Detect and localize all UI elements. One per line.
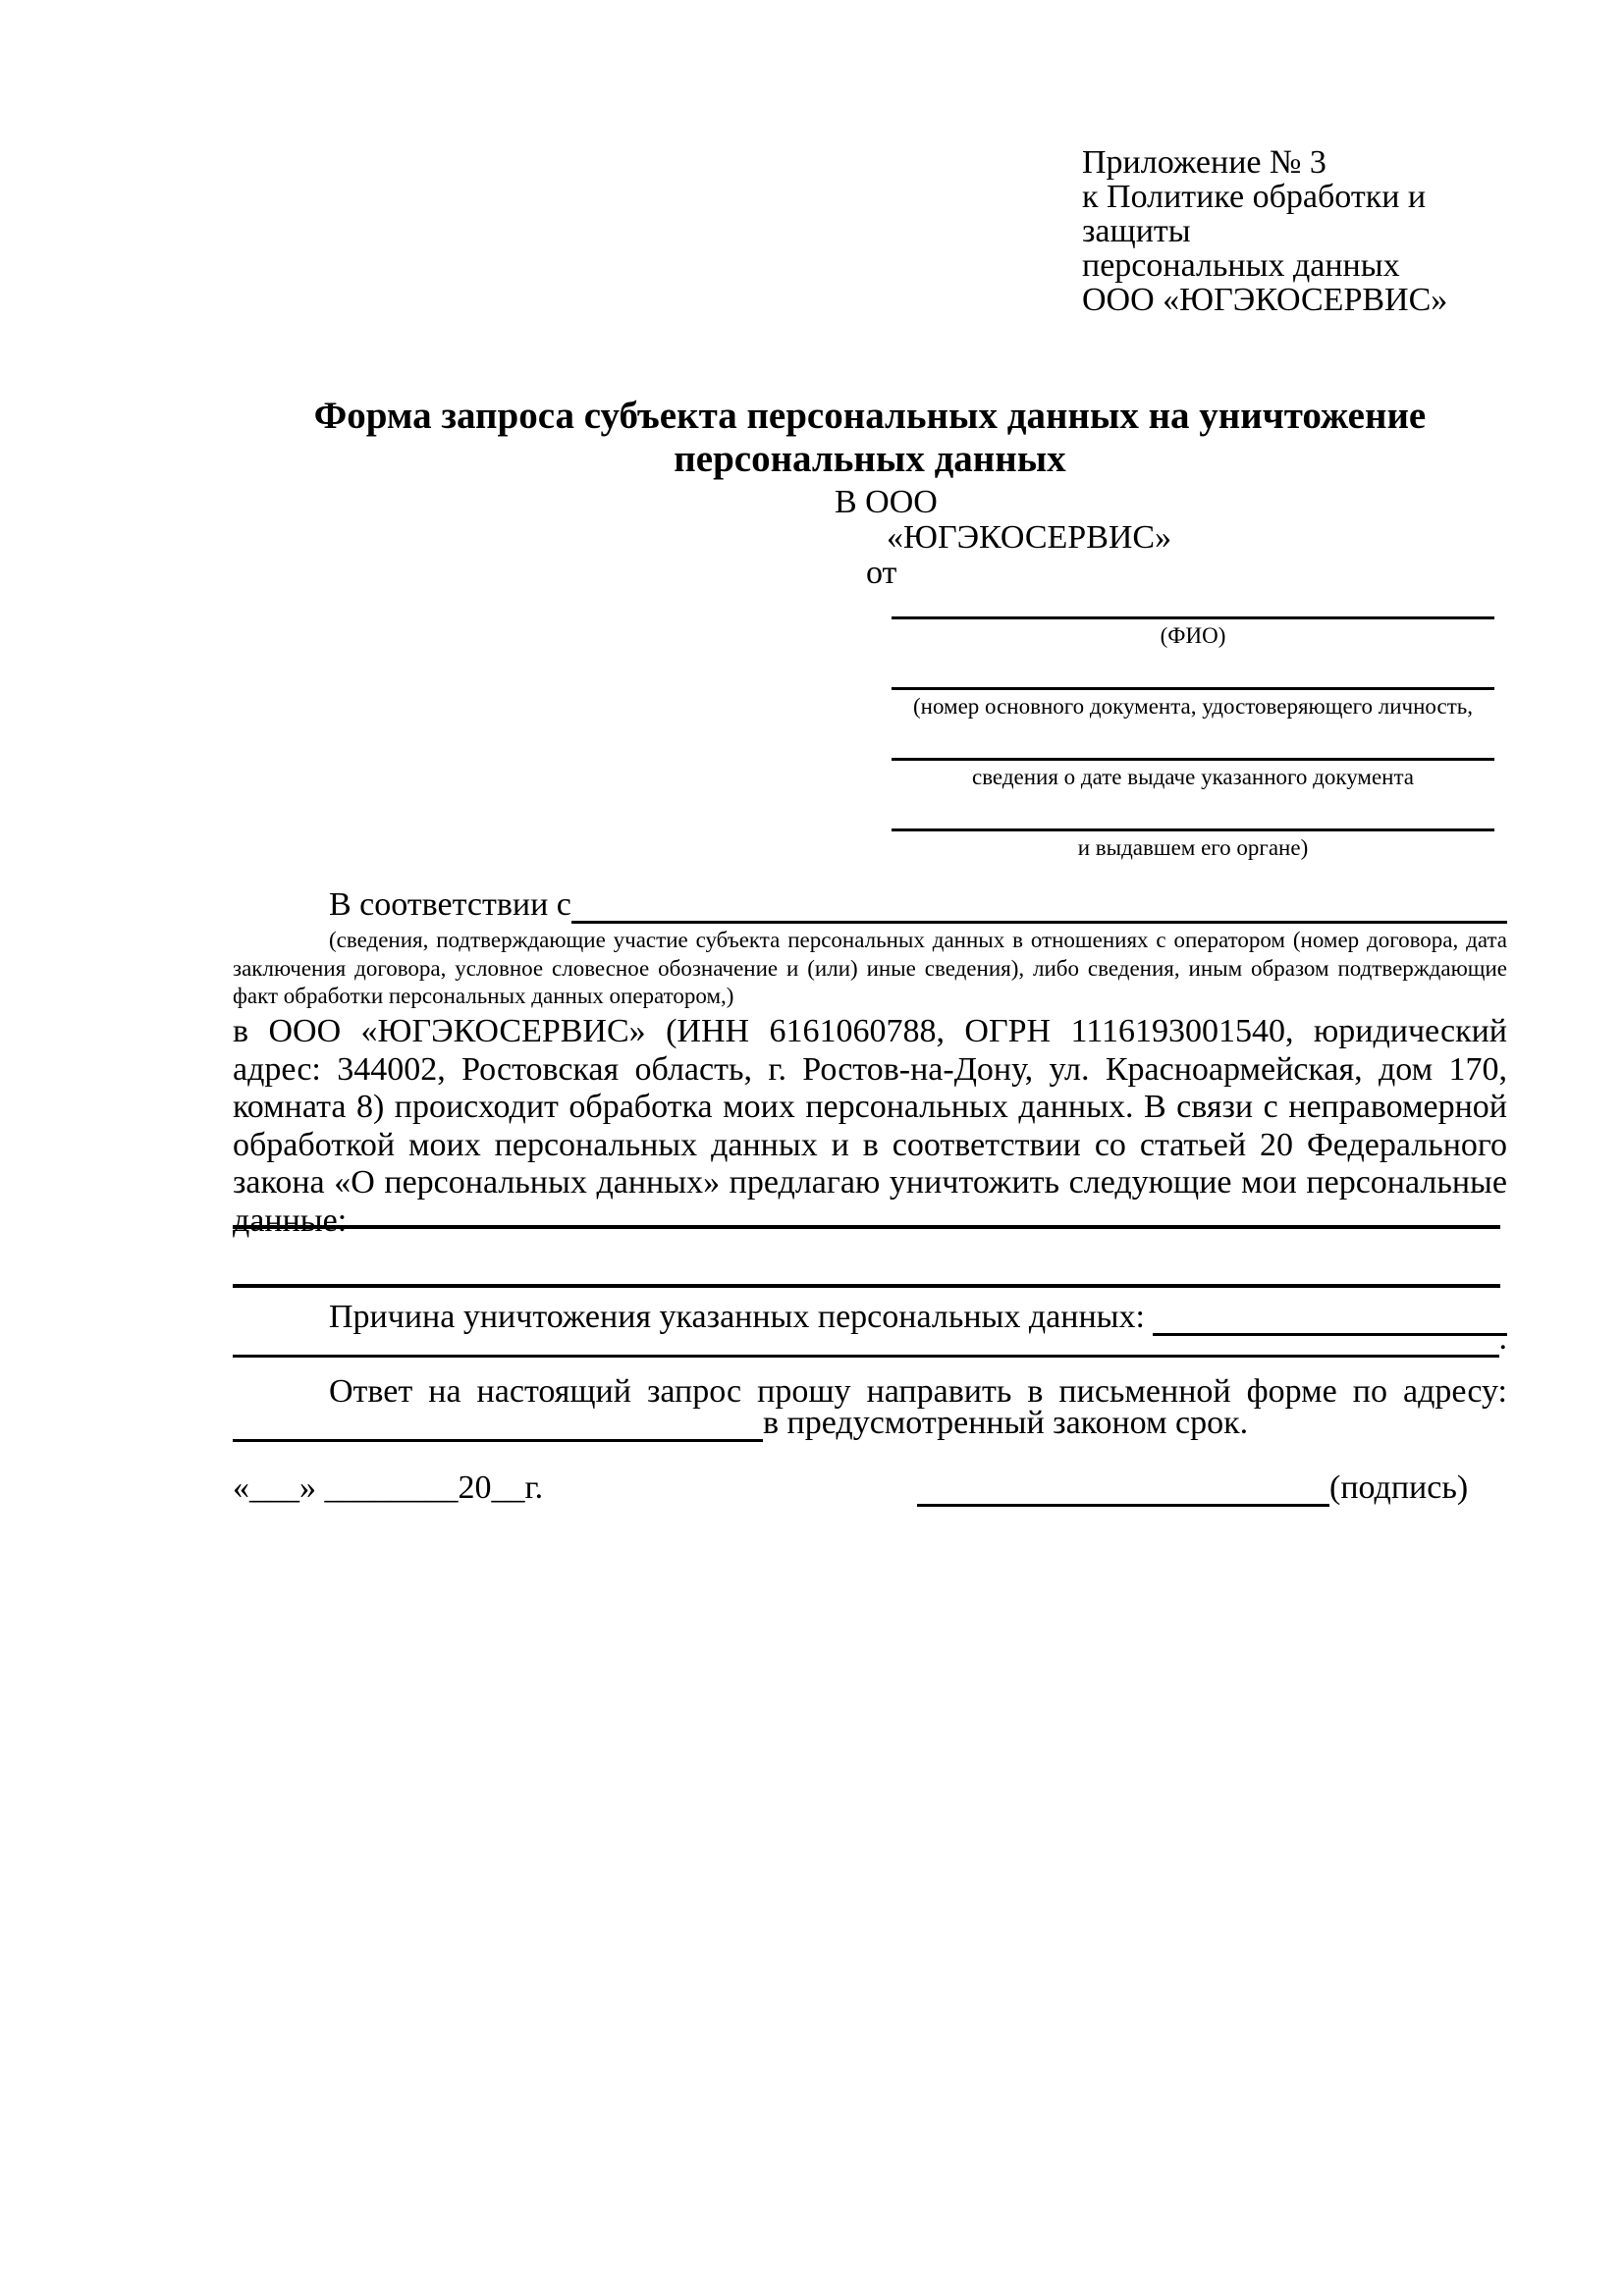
- reason-continuation-row: [233, 1319, 1507, 1359]
- document-number-field: [892, 687, 1494, 720]
- addressee-line-2: «ЮГЭКОСЕРВИС»: [887, 519, 1172, 556]
- fio-caption: (ФИО): [1160, 623, 1226, 648]
- addressee-line-1: В ООО: [835, 484, 938, 520]
- signature-row: [917, 1468, 1468, 1508]
- issue-date-caption: сведения о дате выдаче указанного документа: [971, 765, 1415, 789]
- document-number-caption: (номер основного документа, удостоверяющего личность,: [912, 694, 1473, 719]
- address-blank-line: [233, 1404, 763, 1442]
- accordance-blank-line: [571, 885, 1507, 924]
- signature-blank-line: [917, 1468, 1329, 1507]
- fio-field: [892, 616, 1494, 649]
- accordance-label: В соответствии с: [329, 886, 571, 923]
- issuing-authority-caption: и выдавшем его органе): [1077, 835, 1309, 860]
- reason-label: Причина уничтожения указанных персональных данных:: [329, 1299, 1145, 1335]
- annex-header: [1082, 145, 1504, 317]
- annex-line-2: к Политике обработки и защиты: [1082, 179, 1427, 249]
- answer-sentence: Ответ на настоящий запрос прошу направить в письменной форме по адресу:: [329, 1373, 1507, 1410]
- reason-blank-line-2: [233, 1319, 1499, 1358]
- page-title: Форма запроса субъекта персональных данных на уничтожение персональных данных: [313, 395, 1427, 480]
- accordance-note: (сведения, подтверждающие участие субъекта персональных данных в отношениях с оператором (номер договора, дата заключения договора, условное словесное обозначение и (или) иные сведения), либо сведения, иным образом подтверждающие факт обработки персональных данных оператором,): [233, 928, 1507, 1008]
- accordance-row: [233, 885, 1507, 925]
- annex-line-3: персональных данных: [1082, 247, 1400, 284]
- data-blank-line-1: [233, 1225, 1500, 1229]
- issuing-authority-field: [892, 828, 1494, 861]
- signature-caption: (подпись): [1329, 1469, 1469, 1506]
- main-paragraph: в ООО «ЮГЭКОСЕРВИС» (ИНН 6161060788, ОГРН 1116193001540, юридический адрес: 344002, Ростовская область, г. Ростов-на-Дону, ул. Красноармейская, дом 170, комната 8) происходит обработка моих персональных данных. В связи с неправомерной обработкой моих персональных данных и в соответствии со статьей 20 Федерального закона «О персональных данных» предлагаю уничтожить следующие мои персональные данные:: [233, 1013, 1507, 1239]
- addressee-line-3: от: [866, 555, 897, 591]
- date-fill-in: «___» ________20__г.: [233, 1469, 544, 1506]
- annex-line-1: Приложение № 3: [1082, 144, 1326, 181]
- data-blank-line-2: [233, 1284, 1500, 1288]
- answer-tail: в предусмотренный законом срок.: [763, 1405, 1249, 1441]
- answer-address-row: [233, 1404, 1507, 1443]
- sentence-period: .: [1498, 1320, 1507, 1357]
- issue-date-field: [892, 758, 1494, 790]
- annex-line-4: ООО «ЮГЭКОСЕРВИС»: [1082, 282, 1448, 318]
